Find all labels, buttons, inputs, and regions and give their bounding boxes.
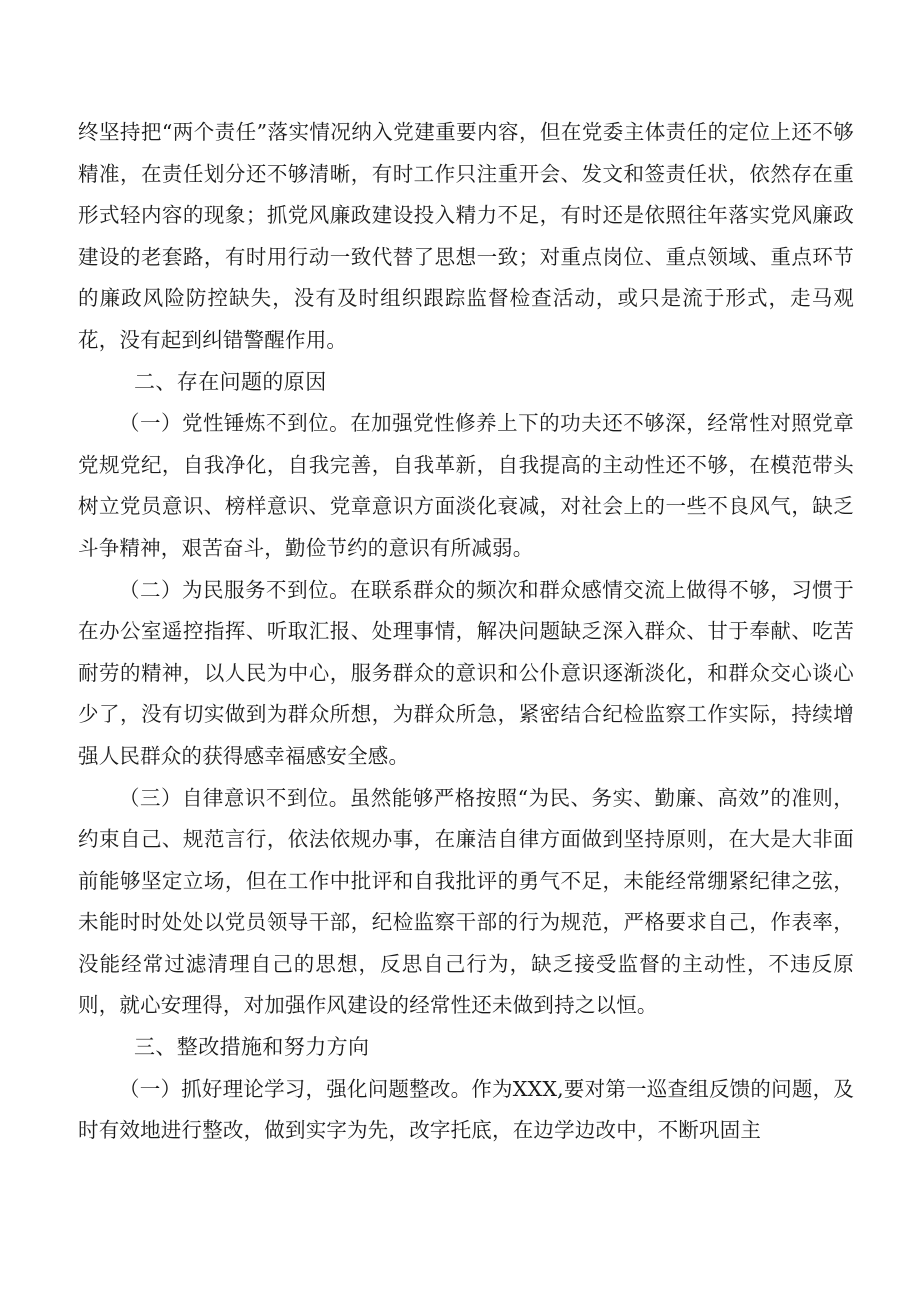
body-paragraph: （一）党性锤炼不到位。在加强党性修养上下的功夫还不够深，经常性对照党章党规党纪，自我净化，自我完善，自我革新，自我提高的主动性还不够，在模范带头树立党员意识、榜样意识、党章意识方面淡化衰减，对社会上的一些不良风气，缺乏斗争精神，艰苦奋斗，勤俭节约的意识有所减弱。 bbox=[78, 411, 854, 560]
body-paragraph: （一）抓好理论学习，强化问题整改。作为XXX,要对第一巡查组反馈的问题，及时有效地进行整改，做到实字为先，改字托底，在边学边改中，不断巩固主 bbox=[78, 1076, 854, 1143]
body-paragraph: 终坚持把“两个责任”落实情况纳入党建重要内容，但在党委主体责任的定位上还不够精准，在责任划分还不够清晰，有时工作只注重开会、发文和签责任状，依然存在重形式轻内容的现象；抓党风廉政建设投入精力不足，有时还是依照往年落实党风廉政建设的老套路，有时用行动一致代替了思想一致；对重点岗位、重点领域、重点环节的廉政风险防控缺失，没有及时组织跟踪监督检查活动，或只是流于形式，走马观花，没有起到纠错警醒作用。 bbox=[78, 120, 854, 352]
section-heading: 二、存在问题的原因 bbox=[134, 369, 327, 394]
document-body bbox=[78, 112, 854, 1152]
body-paragraph: （三）自律意识不到位。虽然能够严格按照“为民、务实、勤廉、高效”的准则，约束自己、规范言行，依法依规办事，在廉洁自律方面做到坚持原则，在大是大非面前能够坚定立场，但在工作中批评和自我批评的勇气不足，未能经常绷紧纪律之弦，未能时时处处以党员领导干部，纪检监察干部的行为规范，严格要求自己，作表率，没能经常过滤清理自己的思想，反思自己行为，缺乏接受监督的主动性，不违反原则，就心安理得，对加强作风建设的经常性还未做到持之以恒。 bbox=[78, 785, 854, 1018]
body-paragraph: （二）为民服务不到位。在联系群众的频次和群众感情交流上做得不够，习惯于在办公室遥控指挥、听取汇报、处理事情，解决问题缺乏深入群众、甘于奉献、吃苦耐劳的精神，以人民为中心，服务群众的意识和公仆意识逐渐淡化，和群众交心谈心少了，没有切实做到为群众所想，为群众所急，紧密结合纪检监察工作实际，持续增强人民群众的获得感幸福感安全感。 bbox=[78, 577, 854, 768]
section-heading: 三、整改措施和努力方向 bbox=[134, 1035, 370, 1060]
